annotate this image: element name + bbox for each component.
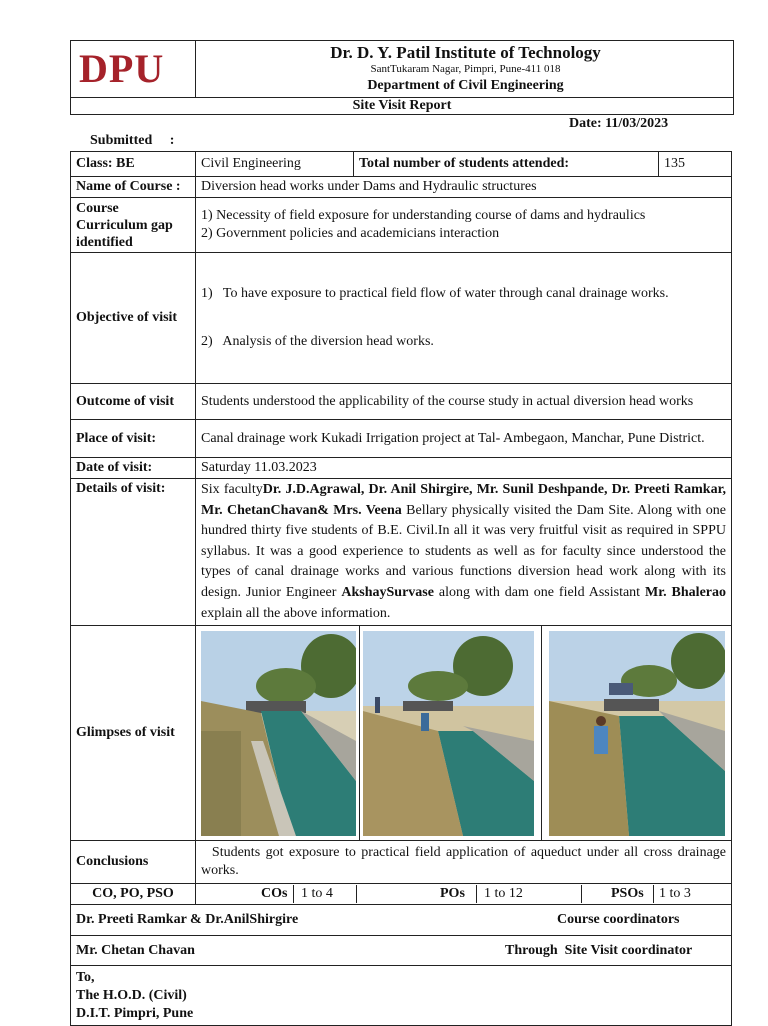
gap-line-1: 1) Necessity of field exposure for understanding course of dams and hydraulics — [201, 208, 646, 223]
pos-label: POs — [440, 886, 465, 902]
institute-logo — [71, 41, 196, 97]
course-value: Diversion head works under Dams and Hydraulic structures — [196, 177, 732, 198]
details-faculty-names: Dr. J.D.Agrawal, Dr. Anil Shirgire, Mr. Sunil Deshpande, Dr. Preeti Ramkar, Mr. ChetanChavan& Mrs. Veena — [201, 482, 726, 518]
details-text-4: explain all the above information. — [201, 605, 391, 621]
class-row — [71, 152, 732, 177]
addressee-line-3: D.I.T. Pimpri, Pune — [76, 1005, 194, 1021]
outcome-label: Outcome of visit — [71, 384, 196, 420]
conclusions-label: Conclusions — [71, 841, 196, 884]
conclusions-row — [71, 841, 732, 884]
objective-row — [71, 253, 732, 384]
cos-divider — [293, 885, 294, 903]
report-date: Date: 11/03/2023 — [569, 116, 669, 131]
course-row — [71, 177, 732, 198]
cos-value: 1 to 4 — [301, 886, 333, 902]
report-table — [70, 151, 732, 1026]
pos-divider-left — [356, 885, 357, 903]
cos-label: COs — [261, 886, 288, 902]
psos-value: 1 to 3 — [659, 886, 691, 902]
place-value: Canal drainage work Kukadi Irrigation project at Tal- Ambegaon, Manchar, Pune District. — [196, 420, 732, 458]
logo-text: DPU — [79, 46, 165, 91]
details-text-3: along with dam one field Assistant — [433, 584, 645, 600]
addressee-line-2: The H.O.D. (Civil) — [76, 987, 187, 1003]
objective-value — [196, 253, 732, 384]
department-name: Department of Civil Engineering — [367, 78, 564, 93]
site-photo-1 — [201, 631, 356, 836]
psos-divider-left — [581, 885, 582, 903]
site-coordinator-cell — [71, 936, 732, 966]
psos-label: PSOs — [611, 886, 644, 902]
co-po-pso-row — [71, 884, 732, 905]
co-po-pso-values — [196, 884, 732, 905]
outcome-value: Students understood the applicability of the course study in actual diversion head works — [196, 384, 732, 420]
report-title: Site Visit Report — [70, 98, 734, 115]
glimpses-row — [71, 626, 732, 841]
students-value: 135 — [659, 152, 732, 177]
submitted-label: Submitted : — [90, 133, 175, 148]
co-po-pso-label: CO, PO, PSO — [71, 884, 196, 905]
place-label: Place of visit: — [71, 420, 196, 458]
gap-line-2: 2) Government policies and academicians interaction — [201, 226, 500, 241]
addressee-line-1: To, — [76, 969, 95, 985]
details-text-1: Six faculty — [201, 482, 263, 497]
psos-divider — [653, 885, 654, 903]
pos-value: 1 to 12 — [484, 886, 523, 902]
gap-value — [196, 198, 732, 253]
photo-divider-2 — [541, 626, 542, 840]
photo-divider-1 — [359, 626, 360, 840]
details-engineer-name: AkshaySurvase — [341, 584, 434, 600]
glimpses-label: Glimpses of visit — [71, 626, 196, 841]
institute-address: SantTukaram Nagar, Pimpri, Pune-411 018 — [370, 63, 561, 75]
site-photo-2 — [363, 631, 534, 836]
objective-line-1: 1) To have exposure to practical field flow of water through canal drainage works. — [201, 286, 669, 301]
course-coordinator-names: Dr. Preeti Ramkar & Dr.AnilShirgire — [76, 912, 299, 928]
report-header — [70, 40, 734, 98]
site-coordinator-name: Mr. Chetan Chavan — [76, 942, 195, 958]
site-photo-3 — [549, 631, 725, 836]
date-of-visit-row — [71, 458, 732, 479]
details-value — [196, 479, 732, 626]
objective-line-2: 2) Analysis of the diversion head works. — [201, 334, 434, 349]
glimpses-photos — [196, 626, 732, 841]
addressee-cell — [71, 966, 732, 1026]
conclusions-value: Students got exposure to practical field application of aqueduct under all cross drainage works. — [196, 841, 732, 884]
pos-divider — [476, 885, 477, 903]
details-assistant-name: Mr. Bhalerao — [644, 584, 726, 600]
objective-label: Objective of visit — [71, 253, 196, 384]
details-text-2: Bellary physically visited the Dam Site. Along with one hundred thirty five students of B.E. Civil.In all it was very fruitful visit as required in SPPU syllabus. It was a good experience to students as well as for faculty since understood the types of canal drainage works and various functions diversion head work along with its design. Junior Engineer — [201, 502, 726, 600]
institute-name: Dr. D. Y. Patil Institute of Technology — [330, 43, 601, 62]
addressee-row — [71, 966, 732, 1026]
coordinators-row — [71, 905, 732, 936]
details-label: Details of visit: — [71, 479, 196, 626]
coordinators-cell — [71, 905, 732, 936]
gap-label: Course Curriculum gap identified — [71, 198, 196, 253]
students-label: Total number of students attended: — [354, 152, 659, 177]
class-value: Civil Engineering — [196, 152, 354, 177]
date-of-visit-value: Saturday 11.03.2023 — [196, 458, 732, 479]
place-row — [71, 420, 732, 458]
gap-row — [71, 198, 732, 253]
outcome-row — [71, 384, 732, 420]
course-coordinators-role: Course coordinators — [557, 912, 680, 928]
site-coordinator-role: Through Site Visit coordinator — [505, 943, 693, 959]
date-of-visit-label: Date of visit: — [71, 458, 196, 479]
course-label: Name of Course : — [71, 177, 196, 198]
class-label: Class: BE — [71, 152, 196, 177]
details-row — [71, 479, 732, 626]
site-coordinator-row — [71, 936, 732, 966]
